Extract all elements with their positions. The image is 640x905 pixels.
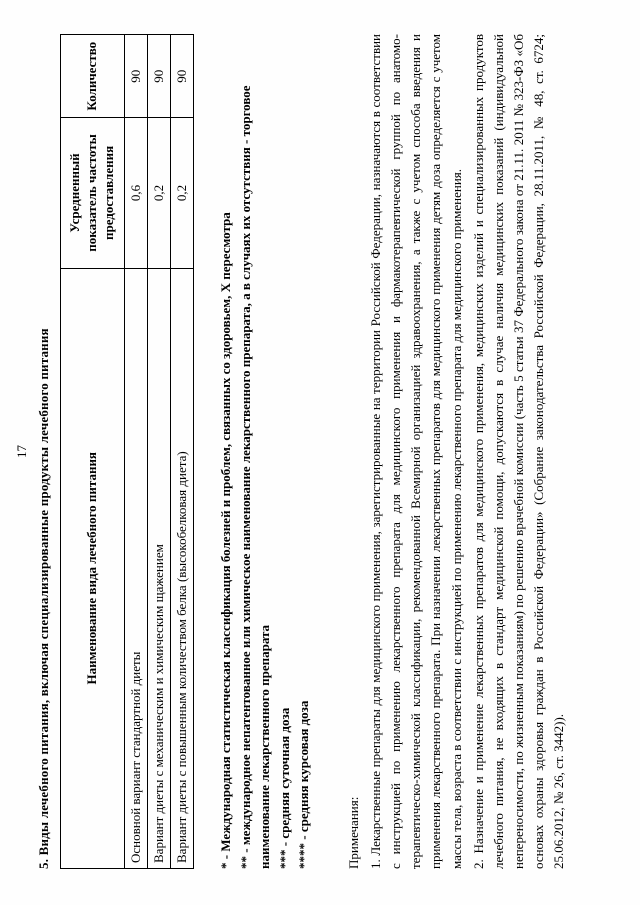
footnotes-block [216,34,314,869]
table-row [124,35,147,869]
header-frequency: Усредненный показатель частоты предоставления [61,118,125,268]
footnote-inn: ** - международное непатентованное или химическое наименование лекарственного препарата, а в случаях их отсутствия - торговое наименование лекарственного препарата [237,85,273,869]
header-name: Наименование вида лечебного питания [61,268,125,868]
table-row [147,35,170,869]
diet-name-cell: Вариант диеты с механическим и химическим щажением [147,268,170,868]
page-number: 17 [14,445,29,458]
diet-types-table [60,34,194,869]
section-title: 5. Виды лечебного питания, включая специализированные продукты лечебного питания [36,328,51,869]
frequency-cell: 0,6 [124,118,147,268]
table-body [124,35,194,869]
notes-block [344,34,570,869]
notes-label: Примечания: [345,796,361,869]
frequency-cell: 0,2 [147,118,170,268]
note-paragraph-1: 1. Лекарственные препараты для медицинского применения, зарегистрированные на территории Российской Федерации, назначаются в соответствии с инструкцией по применению лекарственного препарата для медицинского применения и фармакотерапевтической группой по анатомо-терапевтическо-химической классификации, рекомендованной Всемирной организацией здравоохранения, а также с учетом способа введения и применения лекарственного препарата. При назначении лекарственных препаратов для медицинского применения детям доза определяется с учетом массы тела, возраста в соответствии с инструкцией по применению лекарственного препарата для медицинского применения. [368,34,464,869]
table-row [171,35,194,869]
quantity-cell: 90 [171,35,194,118]
quantity-cell: 90 [147,35,170,118]
header-row [61,35,125,869]
frequency-cell: 0,2 [171,118,194,268]
footnote-icd: * - Международная статистическая классификация болезней и проблем, связанных со здоровьем, X пересмотра [218,212,234,869]
table-header [61,35,125,869]
diet-name-cell: Вариант диеты с повышенным количеством белка (высокобелковая диета) [171,268,194,868]
quantity-cell: 90 [124,35,147,118]
note-paragraph-2: 2. Назначение и применение лекарственных препаратов для медицинского применения, медицинских изделий и специализированных продуктов лечебного питания, не входящих в стандарт медицинской помощи, допускаются в случае наличия медицинских показаний (индивидуальной непереносимости, по жизненным показаниям) по решению врачебной комиссии (часть 5 статьи 37 Федерального закона от 21.11. 2011 № 323-ФЗ «Об основах охраны здоровья граждан в Российской Федерации» (Собрание законодательства Российской Федерации, 28.11.2011, № 48, ст. 6724; 25.06.2012, № 26, ст. 3442)). [470,34,567,869]
footnote-daily-dose: *** - средняя суточная доза [276,707,292,869]
diet-name-cell: Основной вариант стандартной диеты [124,268,147,868]
footnote-course-dose: **** - средняя курсовая доза [296,700,312,869]
header-quantity: Количество [61,35,125,118]
